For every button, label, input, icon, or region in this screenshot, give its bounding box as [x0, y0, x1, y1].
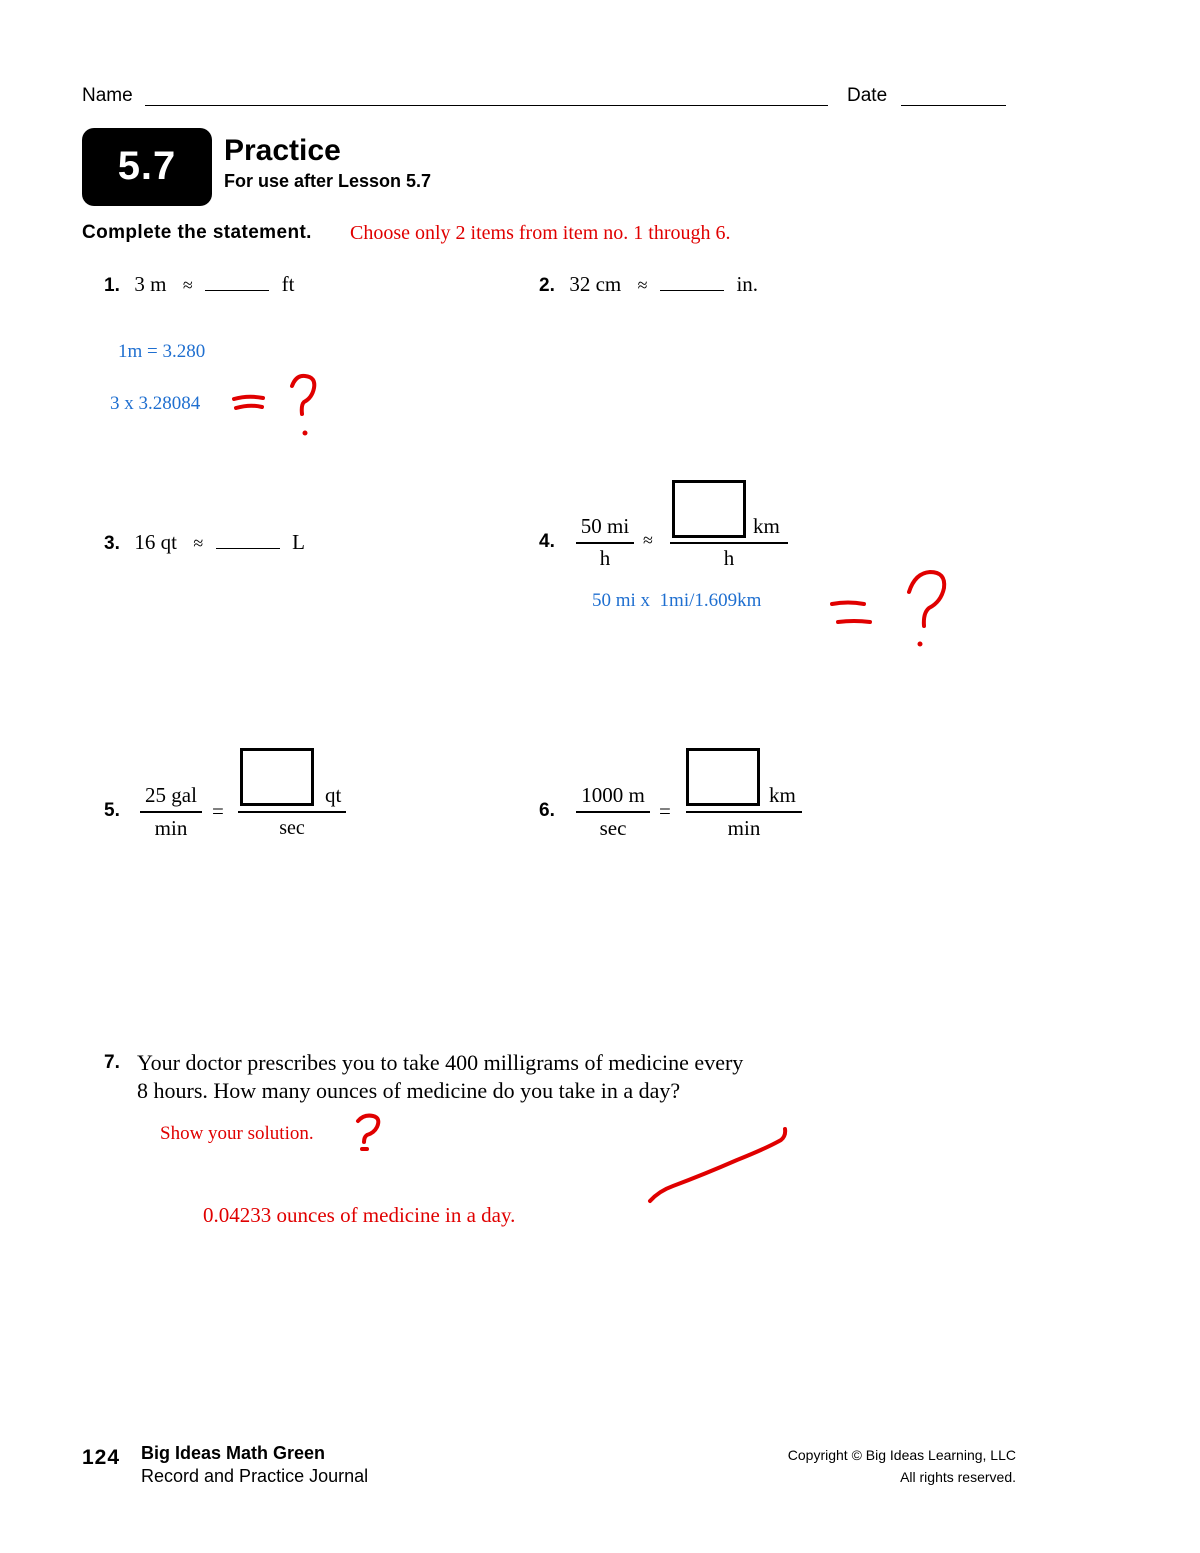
unit-denominator: min [727, 816, 761, 840]
question-mark-icon [285, 372, 325, 442]
approx-sign: ≈ [643, 530, 653, 550]
page-title: Practice [224, 134, 341, 167]
problem-number: 7. [104, 1052, 120, 1073]
approx-sign: ≈ [193, 533, 204, 553]
approx-sign: ≈ [182, 275, 193, 295]
problem-1 [104, 272, 294, 297]
unit-denominator: h [723, 546, 735, 570]
word-problem-line-1: Your doctor prescribes you to take 400 milligrams of medicine every [137, 1050, 744, 1075]
lesson-badge [82, 128, 212, 206]
answer-box[interactable] [672, 480, 746, 538]
problem-3 [104, 530, 305, 555]
fraction-bar [238, 811, 346, 813]
answer-box[interactable] [686, 748, 760, 806]
name-line[interactable] [145, 105, 828, 106]
instructions: Complete the statement. [82, 222, 312, 243]
teacher-equals-mark [230, 393, 270, 418]
teacher-equals-mark [828, 598, 878, 628]
teacher-instruction-note: Choose only 2 items from item no. 1 through 6. [350, 222, 731, 244]
problem-unit: L [292, 530, 305, 554]
fraction-denominator: h [599, 546, 611, 570]
fraction-numerator: 25 gal [145, 783, 197, 807]
fraction-bar [670, 542, 788, 544]
problem-quantity: 3 m [134, 272, 167, 296]
rights-reserved: All rights reserved. [900, 1469, 1016, 1485]
student-work-conversion: 1m = 3.280 [118, 341, 206, 362]
problem-number: 2. [539, 275, 555, 296]
problem-2 [539, 272, 758, 297]
problem-quantity: 16 qt [134, 530, 177, 554]
answer-blank[interactable] [216, 532, 280, 549]
unit-numerator: qt [325, 783, 342, 807]
fraction-numerator: 50 mi [580, 514, 630, 538]
word-problem-line-2: 8 hours. How many ounces of medicine do you take in a day? [137, 1078, 681, 1103]
unit-numerator: km [769, 783, 796, 807]
fraction-denominator: min [154, 816, 188, 840]
problem-unit: in. [736, 272, 759, 296]
lesson-subtitle: For use after Lesson 5.7 [224, 171, 432, 191]
answer-blank[interactable] [205, 274, 269, 291]
unit-numerator: km [753, 514, 780, 538]
teacher-check-stroke [645, 1125, 790, 1205]
approx-sign: ≈ [637, 275, 648, 295]
teacher-note-show-solution: Show your solution. [160, 1123, 314, 1144]
problem-quantity: 32 cm [569, 272, 622, 296]
problem-number: 1. [104, 275, 120, 296]
problem-number: 4. [539, 531, 555, 552]
equals-sign: = [212, 799, 224, 823]
date-label: Date [847, 85, 888, 106]
fraction-numerator: 1000 m [581, 783, 645, 807]
fraction-bar [686, 811, 802, 813]
question-mark-icon [352, 1112, 387, 1157]
book-title: Big Ideas Math Green [141, 1443, 326, 1463]
fraction-bar [576, 542, 634, 544]
fraction-denominator: sec [599, 816, 627, 840]
fraction-bar [576, 811, 650, 813]
problem-number: 6. [539, 800, 555, 821]
unit-denominator: sec [279, 817, 305, 839]
problem-number: 3. [104, 533, 120, 554]
copyright: Copyright © Big Ideas Learning, LLC [787, 1447, 1016, 1463]
answer-box[interactable] [240, 748, 314, 806]
student-work-conversion: 50 mi x 1mi/1.609km [592, 590, 762, 611]
name-label: Name [82, 85, 133, 106]
question-mark-icon [900, 568, 955, 653]
student-answer: 0.04233 ounces of medicine in a day. [203, 1203, 516, 1227]
student-work-multiplication: 3 x 3.28084 [110, 393, 201, 414]
equals-sign: = [659, 799, 671, 823]
fraction-bar [140, 811, 202, 813]
problem-number: 5. [104, 800, 120, 821]
date-line[interactable] [901, 105, 1006, 106]
lesson-number: 5.7 [117, 144, 177, 188]
problem-unit: ft [281, 272, 295, 296]
book-subtitle: Record and Practice Journal [141, 1466, 369, 1486]
answer-blank[interactable] [660, 274, 724, 291]
page-number: 124 [82, 1446, 121, 1469]
